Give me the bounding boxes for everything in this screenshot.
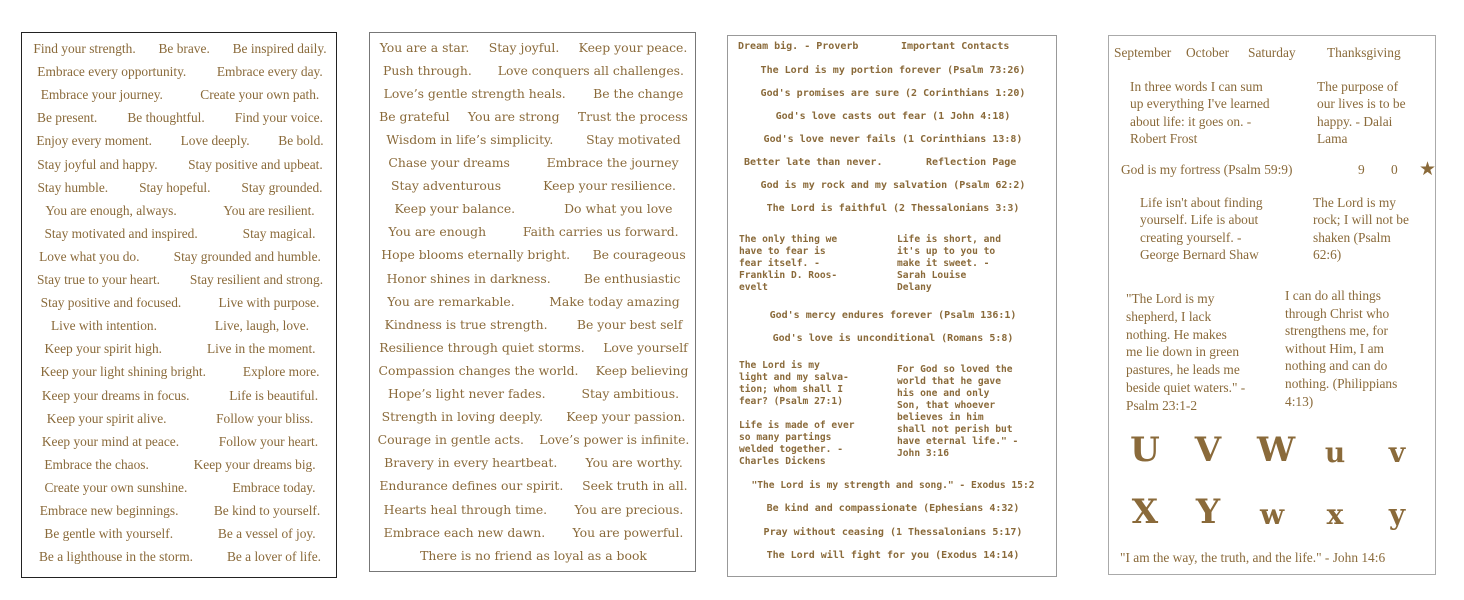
sticker-phrase: Honor shines in darkness. [386,270,551,286]
sticker-phrase: Keep your balance. [394,201,516,217]
day-label: Saturday [1248,45,1296,60]
sticker-row [370,153,697,173]
sticker-phrase: Be courageous [592,247,686,263]
sticker-phrase: Live with intention. [50,318,157,334]
sticker-row [22,270,338,290]
quote-block: "The Lord is my shepherd, I lack nothing. He makes me lie down in green pastures, he leads me beside quiet waters." - Psalm 23:1-2 [1126,291,1246,413]
sticker-row [22,178,338,198]
proverb-label: Better late than never. [744,157,883,168]
sticker-row [370,545,697,565]
sticker-row [370,453,697,473]
scripture-line: "I am the way, the truth, and the life." - John 14:6 [1120,550,1386,565]
sticker-phrase: Embrace every opportunity. [37,64,187,80]
sticker-phrase: Stay grounded and humble. [173,248,321,264]
sticker-phrase: You are resilient. [223,202,315,218]
sticker-phrase: Stay grounded. [241,179,323,195]
sticker-row [22,247,338,267]
sticker-row [370,245,697,265]
sticker-row [370,407,697,427]
month-label: September [1114,45,1172,60]
sticker-phrase: Enjoy every moment. [36,133,152,149]
sticker-row [22,478,338,498]
sticker-phrase: Be thoughtful. [127,110,205,126]
sticker-row [22,85,338,105]
number-label: 9 [1358,162,1365,177]
scripture-line: The Lord is my portion forever (Psalm 73:26) [760,65,1026,76]
sticker-row [22,409,338,429]
sticker-phrase: Live, laugh, love. [214,318,310,334]
sticker-phrase: Hearts heal through time. [383,501,548,517]
alphabet-letter: X [1131,492,1159,532]
quote-block: I can do all things through Christ who strengthens me, for without Him, I am nothing and can do nothing. (Philippians 4:13) [1285,288,1398,409]
sticker-phrase: Live in the moment. [206,341,316,357]
scripture-line: God's mercy endures forever (Psalm 136:1) [769,310,1017,321]
sticker-phrase: Chase your dreams [388,155,510,170]
sticker-phrase: Embrace the chaos. [44,456,149,472]
sticker-phrase: Be gentle with yourself. [44,526,174,542]
sticker-row [370,268,697,288]
sticker-row [22,524,338,544]
sticker-phrase: Embrace every day. [216,64,323,80]
sticker-phrase: Stay motivated and inspired. [44,225,198,241]
sticker-phrase: Stay humble. [37,179,109,195]
proverb-label: Dream big. - Proverb [738,41,859,52]
alphabet-letter: u [1324,436,1346,469]
sticker-phrase: Keep your mind at peace. [41,433,180,449]
sticker-phrase: Keep your peace. [578,39,688,55]
sticker-row [22,108,338,128]
sticker-sheet-3 [727,35,1057,577]
sticker-phrase: Be grateful [379,108,450,124]
quote-block: Life isn't about finding yourself. Life is about creating yourself. - George Bernard Shaw [1140,195,1263,262]
alphabet-letter: v [1388,436,1406,469]
alphabet-letter: V [1194,430,1222,470]
sticker-phrase: Stay positive and focused. [40,295,182,311]
alphabet-letter: W [1257,430,1296,470]
sticker-phrase: You are precious. [574,501,684,517]
sticker-row [22,432,338,452]
sticker-phrase: Love conquers all challenges. [497,62,684,78]
sticker-phrase: Life is beautiful. [229,387,319,403]
quote-block: The Lord is my rock; I will not be shaken (Psalm 62:6) [1313,195,1409,262]
sticker-phrase: Faith carries us forward. [522,224,679,240]
sticker-phrase: Push through. [383,62,472,78]
sticker-phrase: Keep your resilience. [543,178,676,194]
quote-block: For God so loved the world that he gave his one and only Son, that whoever believes in him shall not perish but have eternal life." - John 3:16 [897,364,1019,459]
quote-block: In three words I can sum up everything I've learned about life: it goes on. - Robert Frost [1130,79,1270,146]
star-icon: ★ [1419,158,1437,180]
sticker-phrase: Stay positive and upbeat. [188,156,323,172]
scripture-line: God's love casts out fear (1 John 4:18) [775,111,1011,122]
sticker-row [22,293,338,313]
sticker-phrase: Follow your heart. [218,433,319,449]
sticker-row [22,501,338,521]
sticker-sheet-1 [21,32,337,578]
sticker-row [22,62,338,82]
sticker-phrase: Be a vessel of joy. [217,526,316,542]
sticker-phrase: Keep your dreams big. [193,456,316,472]
alphabet-letter: w [1259,498,1285,531]
sticker-phrase: Stay true to your heart. [36,272,161,287]
sticker-row [22,339,338,359]
sticker-row [370,129,697,149]
quote-block: Life is made of ever so many partings welded together. - Charles Dickens [739,420,855,467]
sticker-row [370,499,697,519]
sticker-row [22,131,338,151]
sticker-phrase: Embrace today. [232,479,316,495]
sticker-phrase: Resilience through quiet storms. [379,339,585,355]
scripture-line: Pray without ceasing (1 Thessalonians 5:17) [763,526,1023,538]
sticker-row [370,106,697,126]
alphabet-letter: x [1326,498,1344,531]
sticker-phrase: Stay ambitious. [581,386,680,401]
sticker-phrase: Stay joyful. [488,39,560,55]
sticker-row [370,522,697,542]
quote-block: The purpose of our lives is to be happy. - Dalai Lama [1317,79,1406,146]
sticker-phrase: Find your strength. [33,41,136,56]
sticker-phrase: Love’s gentle strength heals. [383,85,566,101]
sticker-row [22,155,338,175]
sticker-row [370,360,697,380]
sticker-phrase: Stay joyful and happy. [37,156,158,172]
sticker-row [370,430,697,450]
scripture-line: God's love is unconditional (Romans 5:8) [772,333,1014,344]
sticker-phrase: Be a lighthouse in the storm. [38,549,193,565]
sticker-phrase: Be the change [593,85,684,101]
sticker-phrase: Create your own sunshine. [44,479,188,495]
sticker-phrase: Be kind to yourself. [213,503,321,518]
contacts-label: Important Contacts [901,41,1010,52]
sticker-row [370,222,697,242]
sticker-phrase: Do what you love [564,201,673,217]
sticker-row [22,386,338,406]
sticker-phrase: You are strong [467,108,560,124]
scripture-line: God is my fortress (Psalm 59:9) [1121,162,1293,177]
sticker-row [22,362,338,382]
sticker-row [370,60,697,80]
quote-block: The Lord is my light and my salva- tion; whom shall I fear? (Psalm 27:1) [739,360,849,407]
sticker-sheet-4 [1108,35,1436,575]
scripture-line: The Lord is faithful (2 Thessalonians 3:3) [766,203,1020,214]
sticker-phrase: Keep your spirit alive. [46,410,167,426]
sticker-phrase: You are enough [388,224,487,240]
sticker-phrase: Keep believing [595,362,689,378]
sticker-phrase: Be inspired daily. [232,41,327,56]
sticker-phrase: Embrace your journey. [40,87,163,103]
sticker-phrase: Embrace new beginnings. [39,503,179,518]
sticker-phrase: Live with purpose. [218,295,320,311]
month-label: October [1186,45,1230,60]
sticker-phrase: You are enough, always. [45,202,177,218]
sticker-phrase: There is no friend as loyal as a book [420,547,647,563]
sticker-phrase: Follow your bliss. [216,410,314,426]
sticker-phrase: You are remarkable. [387,293,515,309]
sticker-row [22,201,338,221]
sticker-phrase: Keep your passion. [566,409,686,425]
alphabet-letter: y [1388,498,1406,531]
scripture-line: "The Lord is my strength and song." - Exodus 15:2 [751,480,1035,491]
number-label: 0 [1391,162,1398,177]
sticker-phrase: Hope blooms eternally bright. [381,247,571,263]
sticker-phrase: Hope’s light never fades. [387,386,546,401]
sticker-row [370,384,697,404]
sticker-row [370,314,697,334]
sticker-row [370,337,697,357]
sticker-phrase: Be enthusiastic [583,270,681,286]
sticker-row [370,199,697,219]
scripture-line: Be kind and compassionate (Ephesians 4:32) [766,503,1020,515]
scripture-line: God is my rock and my salvation (Psalm 62:2) [760,180,1026,191]
sticker-row [370,176,697,196]
sticker-phrase: Find your voice. [234,110,323,126]
scripture-line: God's love never fails (1 Corinthians 13:8) [763,134,1023,145]
sticker-phrase: Stay adventurous [391,178,502,194]
sticker-phrase: Stay resilient and strong. [189,272,324,287]
sticker-phrase: Courage in gentle acts. [377,432,524,448]
sticker-row [370,476,697,496]
sticker-row [22,547,338,567]
sticker-phrase: You are worthy. [585,455,683,471]
reflection-label: Reflection Page [926,157,1017,168]
sticker-phrase: Stay magical. [242,225,316,241]
sticker-phrase: Love what you do. [39,248,140,264]
sticker-row [22,316,338,336]
sticker-phrase: Seek truth in all. [582,478,688,494]
alphabet-letter: Y [1195,492,1221,532]
quote-block: Life is short, and it's up to you to make it sweet. - Sarah Louise Delany [897,234,1001,293]
sticker-phrase: Be brave. [158,41,210,56]
sticker-phrase: Stay hopeful. [139,179,211,195]
sticker-phrase: Kindness is true strength. [384,316,548,332]
sticker-row [22,224,338,244]
holiday-label: Thanksgiving [1327,45,1401,60]
sticker-phrase: Keep your dreams in focus. [41,387,190,403]
alphabet-letter: U [1130,430,1160,470]
scripture-line: God's promises are sure (2 Corinthians 1:20) [760,88,1026,99]
sticker-phrase: Stay motivated [586,131,681,147]
sticker-phrase: Keep your light shining bright. [40,364,206,380]
sticker-phrase: Wisdom in life’s simplicity. [386,131,554,147]
sticker-sheet-2 [369,32,696,572]
sticker-phrase: Be your best self [576,316,683,332]
sticker-phrase: Make today amazing [549,293,680,309]
sticker-phrase: Love yourself [603,339,688,355]
sticker-phrase: Be present. [37,110,98,126]
sticker-phrase: Love deeply. [180,133,250,149]
sticker-phrase: You are a star. [379,39,470,55]
sticker-row [370,37,697,57]
sticker-phrase: Create your own path. [200,87,320,103]
sticker-phrase: Strength in loving deeply. [381,409,544,425]
sticker-phrase: Love’s power is infinite. [539,432,690,448]
sticker-phrase: You are powerful. [572,524,684,540]
scripture-line: The Lord will fight for you (Exodus 14:14) [766,549,1020,561]
sticker-phrase: Compassion changes the world. [378,362,579,378]
sticker-phrase: Be bold. [278,133,324,149]
sticker-phrase: Embrace each new dawn. [383,524,546,540]
sticker-phrase: Bravery in every heartbeat. [384,455,558,471]
sticker-phrase: Trust the process [577,108,688,124]
sticker-row [22,39,338,59]
sticker-phrase: Explore more. [242,364,320,380]
sticker-phrase: Endurance defines our spirit. [379,478,564,494]
sticker-row [370,83,697,103]
sticker-row [370,291,697,311]
sticker-row [22,455,338,475]
quote-block: The only thing we have to fear is fear itself. - Franklin D. Roos- evelt [739,234,838,293]
sticker-phrase: Embrace the journey [546,155,679,170]
sticker-phrase: Be a lover of life. [226,549,322,565]
sticker-phrase: Keep your spirit high. [44,341,162,357]
